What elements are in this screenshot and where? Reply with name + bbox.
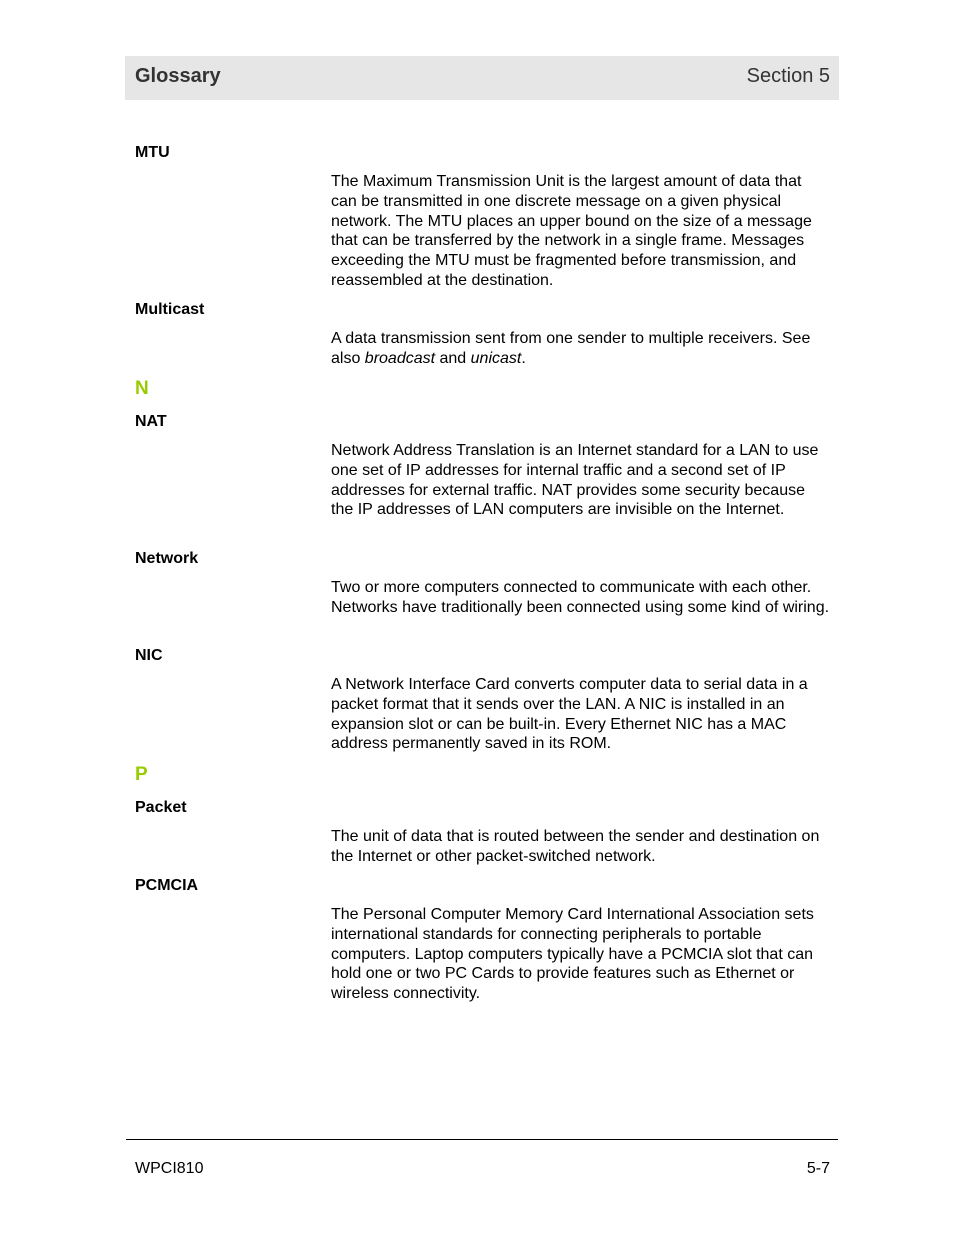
term-network: Network [135, 550, 199, 567]
header-section: Section 5 [746, 65, 830, 87]
definition-mtu: The Maximum Transmission Unit is the largest amount of data that can be transmitted in one discrete message on a given physical network. The MTU places an upper bound on the size of a message that can be transferred by the network in a single frame. Messages exceeding the MTU must be fragmented before transmission, and reassembled at the destination. [331, 173, 812, 289]
term-mtu: MTU [135, 144, 170, 161]
definition-multicast-end: . [521, 349, 526, 367]
definition-nic: A Network Interface Card converts computer data to serial data in a packet format that it sends over the LAN. A NIC is installed in an expansion slot or can be built-in. Every Ethernet NIC has a MAC address permanently saved in its ROM. [331, 676, 808, 753]
letter-heading-p: P [135, 764, 148, 785]
footer-page-number: 5-7 [806, 1160, 830, 1177]
definition-pcmcia: The Personal Computer Memory Card International Association sets international standards for connecting peripherals to portable computers. Laptop computers typically have a PCMCIA slot that can hold one or two PC Cards to provide features such as Ethernet or wireless connectivity. [331, 906, 814, 1003]
term-nat: NAT [135, 413, 167, 430]
definition-nat: Network Address Translation is an Internet standard for a LAN to use one set of IP addresses for internal traffic and a second set of IP addresses for external traffic. NAT provides some security because the IP addresses of LAN computers are invisible on the Internet. [331, 442, 819, 519]
reference-broadcast: broadcast [364, 349, 436, 367]
header-title: Glossary [135, 65, 221, 87]
term-packet: Packet [135, 799, 187, 816]
definition-multicast-text: A data transmission sent from one sender to multiple receivers. See also [331, 330, 811, 367]
term-multicast: Multicast [135, 301, 205, 318]
definition-multicast-joiner: and [435, 349, 471, 367]
footer-model: WPCI810 [135, 1160, 204, 1177]
definition-network: Two or more computers connected to communicate with each other. Networks have traditionally been connected using some kind of wiring. [331, 579, 830, 616]
definition-packet: The unit of data that is routed between the sender and destination on the Internet or other packet-switched network. [331, 828, 820, 865]
letter-heading-n: N [135, 378, 149, 399]
page-header [125, 56, 839, 100]
definition-multicast [331, 329, 831, 369]
term-nic: NIC [135, 647, 163, 664]
reference-unicast: unicast [470, 349, 522, 367]
term-pcmcia: PCMCIA [135, 877, 199, 894]
footer-divider [126, 1139, 838, 1140]
